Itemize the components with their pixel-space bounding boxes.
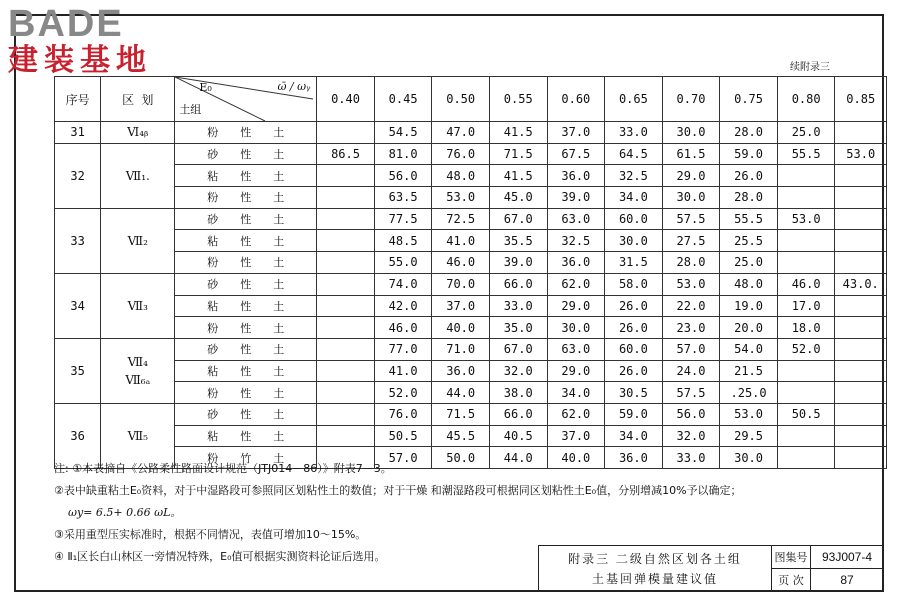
zone-label: Ⅶ₁. — [125, 168, 150, 183]
value-cell: 54.0 — [720, 338, 778, 360]
continuation-label: 续附录三 — [790, 62, 830, 73]
value-cell: 32.5 — [547, 230, 605, 252]
value-cell: 29.5 — [720, 425, 778, 447]
header-col: 0.80 — [777, 77, 835, 122]
note-1: 注: ①本表摘自《公路柔性路面设计规范（JTJ014－86）》附表7－3。 — [54, 462, 392, 475]
value-cell: 61.5 — [662, 143, 720, 165]
value-cell: 37.0 — [547, 122, 605, 144]
value-cell — [317, 187, 375, 209]
value-cell — [777, 425, 835, 447]
table-row — [55, 425, 887, 447]
value-cell: 20.0 — [720, 317, 778, 339]
row-seq: 31 — [55, 122, 101, 144]
value-cell: 55.5 — [720, 208, 778, 230]
value-cell: 39.0 — [547, 187, 605, 209]
zone-label: Ⅶ₅ — [127, 428, 148, 443]
value-cell: 40.0 — [547, 447, 605, 469]
value-cell: 48.0 — [432, 165, 490, 187]
row-soil-type: 粉性土 — [175, 187, 317, 209]
zone-label: Ⅶ₂ — [127, 233, 148, 248]
value-cell: 76.0 — [374, 403, 432, 425]
value-cell: 30.0 — [662, 122, 720, 144]
value-cell: 41.0 — [432, 230, 490, 252]
table-row — [55, 187, 887, 209]
value-cell: 33.0 — [662, 447, 720, 469]
table-row — [55, 230, 887, 252]
value-cell — [317, 382, 375, 404]
value-cell: 39.0 — [489, 252, 547, 274]
value-cell: 36.0 — [547, 165, 605, 187]
table-row — [55, 122, 887, 144]
table-row — [55, 295, 887, 317]
value-cell: 64.5 — [605, 143, 663, 165]
value-cell — [835, 425, 887, 447]
header-col: 0.50 — [432, 77, 490, 122]
value-cell: 30.0 — [662, 187, 720, 209]
header-col: 0.55 — [489, 77, 547, 122]
value-cell: 63.0 — [547, 208, 605, 230]
header-e0: E₀ — [199, 81, 212, 94]
note-4: ④ Ⅱ₁区长白山林区一旁情况特殊，E₀值可根据实测资料论证后选用。 — [54, 550, 386, 563]
value-cell — [835, 360, 887, 382]
row-soil-type: 粉性土 — [175, 317, 317, 339]
value-cell — [835, 382, 887, 404]
value-cell — [835, 187, 887, 209]
zone-label-secondary: Ⅶ₆ₐ — [125, 372, 151, 387]
value-cell: 32.0 — [662, 425, 720, 447]
row-soil-type: 粘性土 — [175, 165, 317, 187]
value-cell: 31.5 — [605, 252, 663, 274]
value-cell — [835, 317, 887, 339]
value-cell: 77.5 — [374, 208, 432, 230]
value-cell: 46.0 — [374, 317, 432, 339]
value-cell: 40.5 — [489, 425, 547, 447]
atlas-value: 93J007-4 — [821, 550, 873, 564]
row-zone — [101, 338, 175, 403]
value-cell: 71.0 — [432, 338, 490, 360]
value-cell: 33.0 — [605, 122, 663, 144]
table-row — [55, 165, 887, 187]
logo-latin: BADE — [8, 3, 124, 45]
logo-chinese: 建装基地 — [8, 43, 152, 78]
value-cell: 32.5 — [605, 165, 663, 187]
value-cell: 47.0 — [432, 122, 490, 144]
value-cell: 59.0 — [605, 403, 663, 425]
table-row — [55, 273, 887, 295]
value-cell: 57.5 — [662, 208, 720, 230]
logo — [8, 4, 152, 78]
value-cell: 26.0 — [605, 295, 663, 317]
table-row — [55, 317, 887, 339]
value-cell — [835, 252, 887, 274]
value-cell: 77.0 — [374, 338, 432, 360]
header-col: 0.40 — [317, 77, 375, 122]
value-cell: 41.5 — [489, 165, 547, 187]
table-row — [55, 403, 887, 425]
drawing-title — [539, 546, 772, 591]
value-cell: 42.0 — [374, 295, 432, 317]
header-zone: 区 划 — [101, 77, 175, 122]
value-cell: 36.0 — [432, 360, 490, 382]
value-cell: 34.0 — [605, 187, 663, 209]
table-body — [55, 122, 887, 469]
value-cell: 63.5 — [374, 187, 432, 209]
value-cell — [317, 360, 375, 382]
value-cell — [317, 425, 375, 447]
value-cell: 29.0 — [547, 360, 605, 382]
value-cell: 29.0 — [547, 295, 605, 317]
value-cell: 50.5 — [777, 403, 835, 425]
value-cell: 30.5 — [605, 382, 663, 404]
row-soil-type: 砂性土 — [175, 338, 317, 360]
value-cell: 22.0 — [662, 295, 720, 317]
value-cell — [835, 165, 887, 187]
value-cell: 62.0 — [547, 403, 605, 425]
value-cell: 28.0 — [662, 252, 720, 274]
header-ratio: ω̄ / ωᵧ — [277, 80, 311, 93]
value-cell: 44.0 — [489, 447, 547, 469]
row-soil-type: 砂性土 — [175, 208, 317, 230]
atlas-row — [772, 546, 883, 568]
value-cell: 35.5 — [489, 230, 547, 252]
value-cell: 38.0 — [489, 382, 547, 404]
value-cell: 46.0 — [777, 273, 835, 295]
row-soil-type: 粉性土 — [175, 122, 317, 144]
value-cell — [777, 187, 835, 209]
table-row — [55, 360, 887, 382]
modulus-table — [54, 76, 887, 469]
value-cell: 66.0 — [489, 403, 547, 425]
value-cell: 29.0 — [662, 165, 720, 187]
row-soil-type: 粘性土 — [175, 360, 317, 382]
note-3: ③采用重型压实标准时，根据不同情况，表值可增加10～15%。 — [54, 528, 367, 541]
value-cell: 23.0 — [662, 317, 720, 339]
value-cell: 53.0 — [720, 403, 778, 425]
note-2: ②表中缺重粘土E₀资料，对于中湿路段可参照同区划粘性土的数值；对于干燥 和潮湿路段可根据同区划粘性土E₀值，分别增减10%予以确定； — [54, 484, 742, 497]
value-cell: 30.0 — [720, 447, 778, 469]
value-cell: 53.0 — [777, 208, 835, 230]
value-cell: 32.0 — [489, 360, 547, 382]
value-cell — [317, 165, 375, 187]
value-cell: 34.0 — [547, 382, 605, 404]
value-cell: 52.0 — [374, 382, 432, 404]
value-cell: 56.0 — [662, 403, 720, 425]
value-cell: 74.0 — [374, 273, 432, 295]
value-cell: 19.0 — [720, 295, 778, 317]
value-cell: 40.0 — [432, 317, 490, 339]
value-cell: 45.5 — [432, 425, 490, 447]
table-row — [55, 338, 887, 360]
row-seq: 36 — [55, 403, 101, 468]
value-cell: 26.0 — [605, 317, 663, 339]
value-cell: 55.0 — [374, 252, 432, 274]
value-cell: 43.0. — [835, 273, 887, 295]
value-cell — [777, 230, 835, 252]
value-cell: 35.0 — [489, 317, 547, 339]
value-cell: 53.0 — [835, 143, 887, 165]
row-soil-type: 粘性土 — [175, 295, 317, 317]
value-cell — [835, 122, 887, 144]
header-col: 0.60 — [547, 77, 605, 122]
value-cell — [317, 295, 375, 317]
value-cell: 86.5 — [317, 143, 375, 165]
value-cell: 21.5 — [720, 360, 778, 382]
note-formula: ωy= 6.5+ 0.66 ωL。 — [68, 506, 182, 519]
table-row — [55, 382, 887, 404]
value-cell: 24.0 — [662, 360, 720, 382]
value-cell: 50.5 — [374, 425, 432, 447]
value-cell — [835, 295, 887, 317]
value-cell: 27.5 — [662, 230, 720, 252]
value-cell: 50.0 — [432, 447, 490, 469]
drawing-title-line2: 土基回弹模量建议值 — [591, 571, 718, 586]
row-soil-type: 粉性土 — [175, 252, 317, 274]
value-cell — [317, 403, 375, 425]
value-cell — [835, 403, 887, 425]
header-soil-group: 土组 — [179, 103, 202, 116]
value-cell: 25.0 — [777, 122, 835, 144]
value-cell — [835, 338, 887, 360]
value-cell: 72.5 — [432, 208, 490, 230]
value-cell: 41.5 — [489, 122, 547, 144]
value-cell: 28.0 — [720, 122, 778, 144]
value-cell: 57.0 — [662, 338, 720, 360]
value-cell: 52.0 — [777, 338, 835, 360]
value-cell: 36.0 — [605, 447, 663, 469]
value-cell: 36.0 — [547, 252, 605, 274]
value-cell: 26.0 — [605, 360, 663, 382]
row-soil-type: 砂性土 — [175, 403, 317, 425]
value-cell: 70.0 — [432, 273, 490, 295]
value-cell: 59.0 — [720, 143, 778, 165]
value-cell: 71.5 — [432, 403, 490, 425]
value-cell: 53.0 — [662, 273, 720, 295]
header-row — [55, 77, 887, 122]
row-soil-type: 粘性土 — [175, 425, 317, 447]
row-zone — [101, 143, 175, 208]
value-cell — [777, 382, 835, 404]
value-cell: 58.0 — [605, 273, 663, 295]
value-cell: 67.0 — [489, 208, 547, 230]
value-cell — [317, 208, 375, 230]
value-cell: 33.0 — [489, 295, 547, 317]
zone-label: Ⅵ₄ᵦ — [127, 125, 149, 140]
value-cell: 60.0 — [605, 338, 663, 360]
value-cell: 71.5 — [489, 143, 547, 165]
value-cell: 45.0 — [489, 187, 547, 209]
value-cell: 18.0 — [777, 317, 835, 339]
value-cell: 34.0 — [605, 425, 663, 447]
value-cell: 63.0 — [547, 338, 605, 360]
value-cell: 57.5 — [662, 382, 720, 404]
value-cell — [317, 122, 375, 144]
value-cell — [317, 317, 375, 339]
header-col: 0.65 — [605, 77, 663, 122]
value-cell — [317, 252, 375, 274]
value-cell: 37.0 — [432, 295, 490, 317]
table-row — [55, 252, 887, 274]
row-soil-type: 粘性土 — [175, 230, 317, 252]
value-cell: 30.0 — [605, 230, 663, 252]
atlas-label: 图集号 — [772, 546, 811, 568]
value-cell — [835, 208, 887, 230]
table-row — [55, 143, 887, 165]
header-diagonal — [175, 77, 317, 122]
value-cell: 66.0 — [489, 273, 547, 295]
row-seq: 32 — [55, 143, 101, 208]
header-col: 0.45 — [374, 77, 432, 122]
row-seq: 33 — [55, 208, 101, 273]
value-cell — [317, 338, 375, 360]
row-soil-type: 粉竹土 — [175, 447, 317, 469]
row-soil-type: 粉性土 — [175, 382, 317, 404]
value-cell — [777, 252, 835, 274]
row-zone — [101, 273, 175, 338]
value-cell: 67.0 — [489, 338, 547, 360]
value-cell: 46.0 — [432, 252, 490, 274]
value-cell: 30.0 — [547, 317, 605, 339]
value-cell: 26.0 — [720, 165, 778, 187]
value-cell: 62.0 — [547, 273, 605, 295]
zone-label: Ⅶ₄ — [127, 354, 148, 369]
value-cell: 67.5 — [547, 143, 605, 165]
value-cell: 55.5 — [777, 143, 835, 165]
drawing-title-line1: 附录三 二级自然区划各土组 — [568, 551, 742, 566]
value-cell: 76.0 — [432, 143, 490, 165]
value-cell: 54.5 — [374, 122, 432, 144]
value-cell: 81.0 — [374, 143, 432, 165]
value-cell: 44.0 — [432, 382, 490, 404]
value-cell: 41.0 — [374, 360, 432, 382]
value-cell: 25.5 — [720, 230, 778, 252]
value-cell — [777, 165, 835, 187]
value-cell: 48.0 — [720, 273, 778, 295]
value-cell: 25.0 — [720, 252, 778, 274]
row-zone — [101, 208, 175, 273]
value-cell: 57.0 — [374, 447, 432, 469]
value-cell: 60.0 — [605, 208, 663, 230]
title-block — [538, 545, 884, 592]
value-cell — [777, 360, 835, 382]
header-col: 0.70 — [662, 77, 720, 122]
page-row — [772, 568, 883, 591]
zone-label: Ⅶ₃ — [127, 298, 148, 313]
header-col: 0.75 — [720, 77, 778, 122]
value-cell: .25.0 — [720, 382, 778, 404]
title-block-info — [772, 546, 883, 591]
row-soil-type: 砂性土 — [175, 273, 317, 295]
value-cell: 48.5 — [374, 230, 432, 252]
row-seq: 34 — [55, 273, 101, 338]
row-seq: 35 — [55, 338, 101, 403]
table-row — [55, 208, 887, 230]
value-cell — [835, 230, 887, 252]
value-cell: 37.0 — [547, 425, 605, 447]
value-cell — [317, 230, 375, 252]
header-col: 0.85 — [835, 77, 887, 122]
row-zone — [101, 122, 175, 144]
header-seq: 序号 — [55, 77, 101, 122]
page-value: 87 — [840, 573, 854, 587]
value-cell: 17.0 — [777, 295, 835, 317]
value-cell: 28.0 — [720, 187, 778, 209]
value-cell — [317, 273, 375, 295]
value-cell: 56.0 — [374, 165, 432, 187]
row-soil-type: 砂性土 — [175, 143, 317, 165]
value-cell: 53.0 — [432, 187, 490, 209]
page-label: 页 次 — [772, 569, 811, 591]
